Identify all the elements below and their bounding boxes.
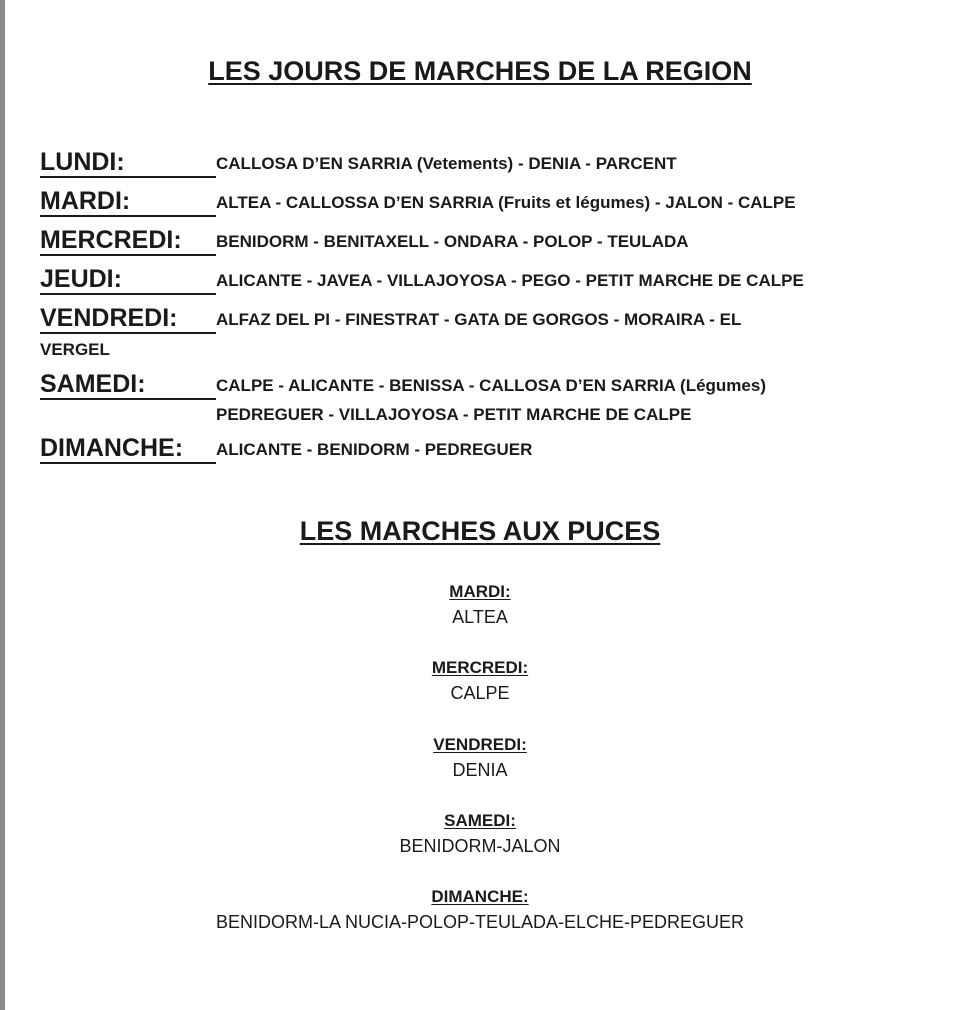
market-towns: BENIDORM - BENITAXELL - ONDARA - POLOP - TEULADA bbox=[216, 232, 689, 251]
day-label: DIMANCHE: bbox=[40, 434, 216, 464]
day-label: LUNDI: bbox=[40, 148, 216, 178]
day-label: MARDI: bbox=[40, 187, 216, 217]
market-towns: ALICANTE - JAVEA - VILLAJOYOSA - PEGO - PETIT MARCHE DE CALPE bbox=[216, 271, 804, 290]
day-label: SAMEDI: bbox=[40, 370, 216, 400]
market-row-dimanche bbox=[40, 430, 940, 464]
market-towns: ALFAZ DEL PI - FINESTRAT - GATA DE GORGOS - MORAIRA - EL bbox=[216, 310, 742, 329]
market-towns-continued: PEDREGUER - VILLAJOYOSA - PETIT MARCHE DE CALPE bbox=[216, 405, 692, 424]
flea-market-title: LES MARCHES AUX PUCES bbox=[299, 516, 661, 546]
flea-towns: DENIA bbox=[452, 760, 508, 780]
market-towns-continued: VERGEL bbox=[40, 340, 110, 359]
day-label: MERCREDI: bbox=[40, 226, 216, 256]
flea-day-label: MERCREDI: bbox=[431, 658, 529, 677]
market-row-samedi bbox=[40, 366, 940, 400]
flea-towns: BENIDORM-JALON bbox=[399, 836, 561, 856]
market-row-lundi bbox=[40, 144, 940, 178]
flea-day-label: VENDREDI: bbox=[433, 735, 527, 754]
main-title: LES JOURS DE MARCHES DE LA REGION bbox=[208, 56, 752, 86]
flea-day-label: MARDI: bbox=[449, 582, 511, 601]
day-label: JEUDI: bbox=[40, 265, 216, 295]
flea-day-label: DIMANCHE: bbox=[431, 887, 529, 906]
market-towns: ALICANTE - BENIDORM - PEDREGUER bbox=[216, 440, 533, 459]
market-towns: CALLOSA D’EN SARRIA (Vetements) - DENIA - PARCENT bbox=[216, 154, 677, 173]
flea-towns: ALTEA bbox=[452, 607, 508, 627]
market-towns: CALPE - ALICANTE - BENISSA - CALLOSA D’EN SARRIA (Légumes) bbox=[216, 376, 766, 395]
market-row-mardi bbox=[40, 183, 940, 217]
day-label: VENDREDI: bbox=[40, 304, 216, 334]
market-row-jeudi bbox=[40, 261, 940, 295]
market-towns: ALTEA - CALLOSSA D’EN SARRIA (Fruits et légumes) - JALON - CALPE bbox=[216, 193, 796, 212]
flea-day-label: SAMEDI: bbox=[444, 811, 516, 830]
market-row-mercredi bbox=[40, 222, 940, 256]
market-row-vendredi bbox=[40, 300, 940, 334]
flea-towns: BENIDORM-LA NUCIA-POLOP-TEULADA-ELCHE-PEDREGUER bbox=[215, 912, 745, 932]
flea-towns: CALPE bbox=[450, 683, 510, 703]
